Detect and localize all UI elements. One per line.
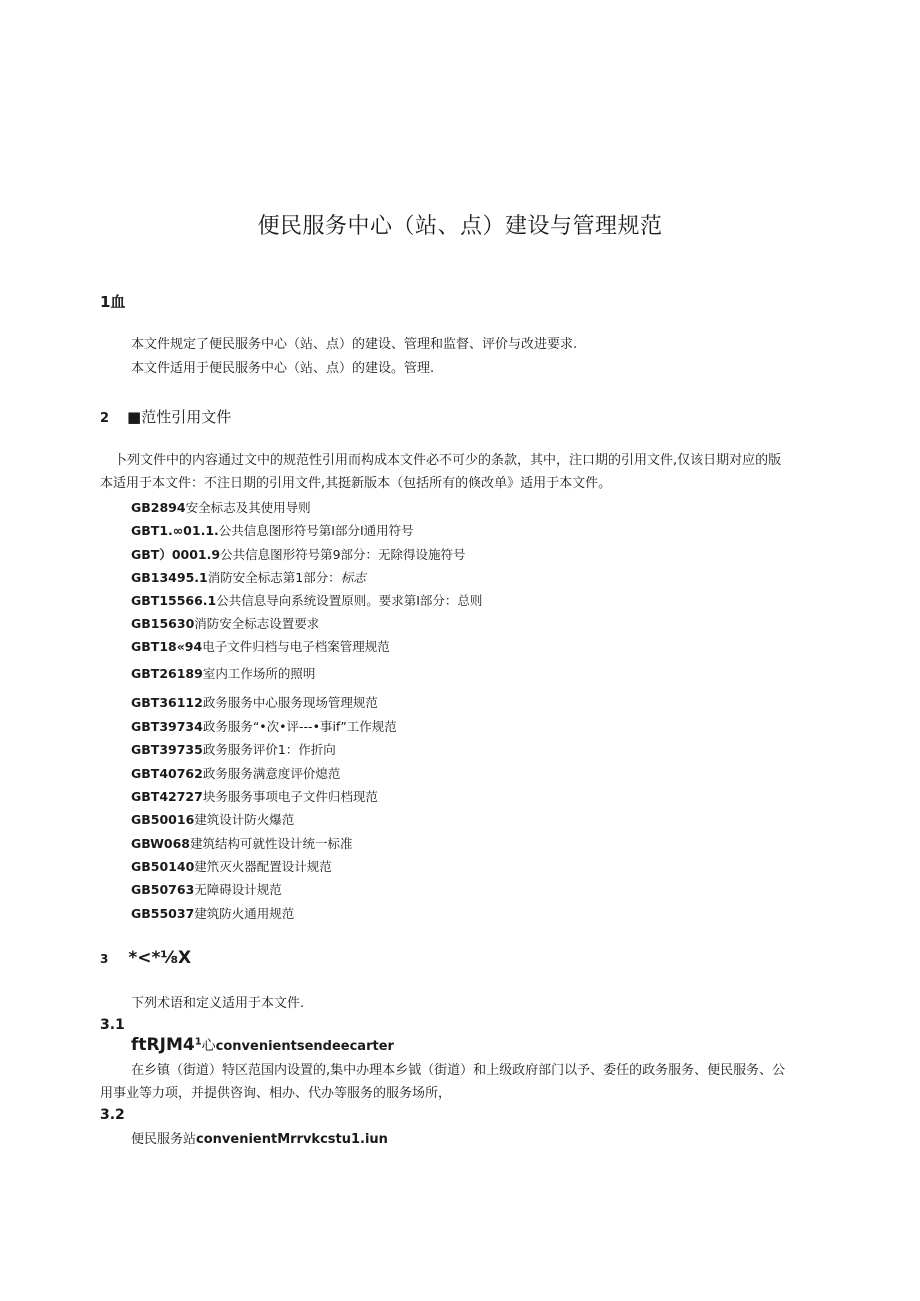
reference-item [131, 545, 466, 563]
section-1-paragraph-2: 本文件适用于便民服务中心（站、点）的建设。管理. [131, 361, 435, 376]
reference-code: GBT）0001.9 [131, 547, 221, 562]
reference-title: 消防安全标志设置要求 [194, 616, 320, 631]
section-3-heading: *<*⅛X [128, 948, 192, 968]
term-2-number: 3.2 [100, 1107, 125, 1123]
reference-title-italic: 标志 [340, 570, 366, 585]
reference-code: GBT1.∞01.1. [131, 523, 219, 538]
section-2-heading: ■范性引用文件 [127, 408, 232, 426]
reference-code: GB55037 [131, 906, 195, 921]
reference-title: 安全标志及其使用导则 [185, 500, 311, 515]
term-1-title-sup: 1 [194, 1036, 202, 1048]
reference-item [131, 834, 353, 852]
reference-item [131, 664, 315, 682]
reference-title: 建笊灭火器配置设计规范 [194, 859, 332, 874]
reference-item [131, 787, 378, 805]
term-1-title [131, 1035, 394, 1055]
reference-item [131, 521, 414, 539]
reference-code: GB15630 [131, 616, 195, 631]
reference-code: GB2894 [131, 500, 186, 515]
reference-title: 块务服务事项电子文件归档现范 [202, 789, 378, 804]
reference-title: 公共信息导向系统设置原则。要求第I部分：总则 [216, 593, 483, 608]
section-3-number: 3 [100, 952, 109, 966]
term-2-title [131, 1128, 388, 1147]
reference-code: GBT40762 [131, 766, 203, 781]
reference-title: 建筑防火通用规范 [194, 906, 295, 921]
reference-item [131, 637, 390, 655]
reference-title: 政务服务评价1：作折向 [202, 742, 336, 757]
term-2-title-en: convenientMrrvkcstu1.iun [196, 1132, 388, 1147]
term-1-definition [100, 1059, 790, 1105]
section-2-intro [100, 449, 790, 495]
section-2-intro-text: 卜列文件中的内容通过文中的规范性引用而构成本文件必不可少的条款，其中，注口期的引用文件,仅该日期对应的版本适用于本文件：不注日期的引用文件,其挺新版本（包括所有的倏改单》适用于本文件。 [100, 453, 782, 491]
reference-code: GB50763 [131, 882, 195, 897]
reference-item [131, 614, 319, 632]
section-2-heading-row [100, 406, 231, 427]
reference-item [131, 857, 332, 875]
reference-item [131, 810, 294, 828]
term-1-number: 3.1 [100, 1017, 125, 1033]
reference-item [131, 591, 482, 609]
reference-code: GBT39735 [131, 742, 203, 757]
reference-code: GBT26189 [131, 666, 203, 681]
section-3-intro: 下列术语和定义适用于本文件. [131, 996, 305, 1011]
reference-item [131, 880, 282, 898]
reference-item [131, 498, 311, 516]
reference-title: 建筑结构可就性设计统一标准 [189, 836, 353, 851]
reference-title: 公共信息图形符号第9部分：无除得设施符号 [220, 547, 466, 562]
reference-code: GB50016 [131, 812, 195, 827]
section-1-heading: 1血 [100, 293, 126, 311]
reference-code: GBT15566.1 [131, 593, 217, 608]
section-3-heading-row [100, 948, 191, 968]
document-title: 便民服务中心（站、点）建设与管理规范 [257, 214, 663, 239]
term-1-definition-text: 在乡镇（街道）特区范国内设置的,集中办理本乡钺（街道）和上级政府部门以予、委任的政务服务、便民服务、公用事业等力项，并提供咨询、相办、代办等服务的服务场所， [100, 1063, 786, 1101]
reference-item [131, 740, 336, 758]
term-1-title-cn: 心 [201, 1038, 216, 1054]
reference-item [131, 568, 366, 586]
reference-item [131, 693, 378, 711]
reference-item [131, 717, 397, 735]
term-1-title-en: convenientsendeecarter [215, 1039, 394, 1054]
reference-item [131, 764, 340, 782]
reference-title: 消防安全标志第1部分： [207, 570, 341, 585]
reference-code: GB13495.1 [131, 570, 208, 585]
reference-code: GBT42727 [131, 789, 203, 804]
reference-title: 政务服务中心服务现场管理规范 [202, 695, 378, 710]
term-1-title-main: ftRJM4 [131, 1035, 195, 1055]
reference-title: 室内工作场所的照明 [202, 666, 316, 681]
reference-title: 无障碍设计规范 [194, 882, 282, 897]
reference-title: 政务服务“•次•评---•事if”工作规范 [202, 719, 397, 734]
reference-code: GBT36112 [131, 695, 203, 710]
reference-code: GBT39734 [131, 719, 203, 734]
section-1-paragraph-1: 本文件规定了便民服务中心（站、点）的建设、管理和监督、评价与改进要求. [131, 337, 578, 352]
reference-title: 建筑设计防火爆范 [194, 812, 295, 827]
reference-code: GBW068 [131, 836, 190, 851]
section-2-number: 2 [100, 411, 110, 426]
reference-title: 政务服务满意度评价熄范 [202, 766, 341, 781]
reference-code: GB50140 [131, 859, 195, 874]
reference-title: 公共信息图形符号第I部分I通用符号 [218, 523, 414, 538]
term-2-title-cn: 便民服务站 [131, 1132, 197, 1147]
reference-title: 电子文件归档与电子档案管理规范 [202, 639, 390, 654]
reference-code: GBT18«94 [131, 639, 203, 654]
reference-item [131, 904, 294, 922]
